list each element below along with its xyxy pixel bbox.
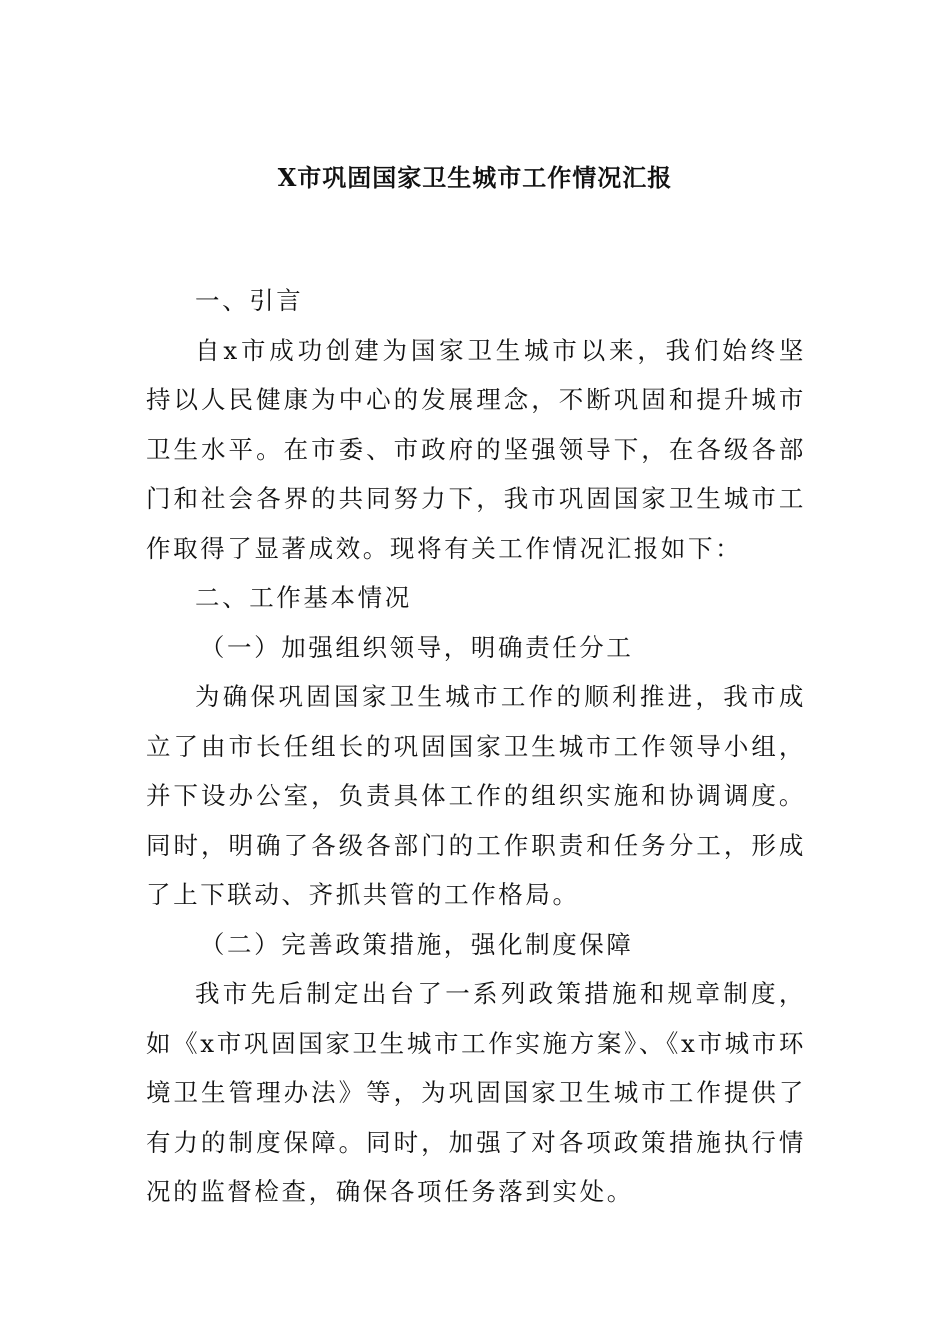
subheading-policy: （二）完善政策措施，强化制度保障 <box>199 929 634 959</box>
section-heading-basic-situation: 二、工作基本情况 <box>195 583 412 612</box>
paragraph-policy: 我市先后制定出台了一系列政策措施和规章制度，如《x市巩固国家卫生城市工作实施方案》、《x市城市环境卫生管理办法》等，为巩固国家卫生城市工作提供了有力的制度保障。同时，加强了对各项政策措施执行情况的监督检查，确保各项任务落到实处。 <box>146 979 806 1206</box>
section-heading-intro: 一、引言 <box>195 286 304 315</box>
document-title: X市巩固国家卫生城市工作情况汇报 <box>277 163 673 192</box>
document-body <box>146 276 806 1217</box>
paragraph-organization: 为确保巩固国家卫生城市工作的顺利推进，我市成立了由市长任组长的巩固国家卫生城市工作领导小组，并下设办公室，负责具体工作的组织实施和协调调度。同时，明确了各级各部门的工作职责和任务分工，形成了上下联动、齐抓共管的工作格局。 <box>146 682 806 909</box>
paragraph-intro: 自x市成功创建为国家卫生城市以来，我们始终坚持以人民健康为中心的发展理念，不断巩固和提升城市卫生水平。在市委、市政府的坚强领导下，在各级各部门和社会各界的共同努力下，我市巩固国家卫生城市工作取得了显著成效。现将有关工作情况汇报如下： <box>146 335 806 563</box>
subheading-organization: （一）加强组织领导，明确责任分工 <box>199 632 634 662</box>
